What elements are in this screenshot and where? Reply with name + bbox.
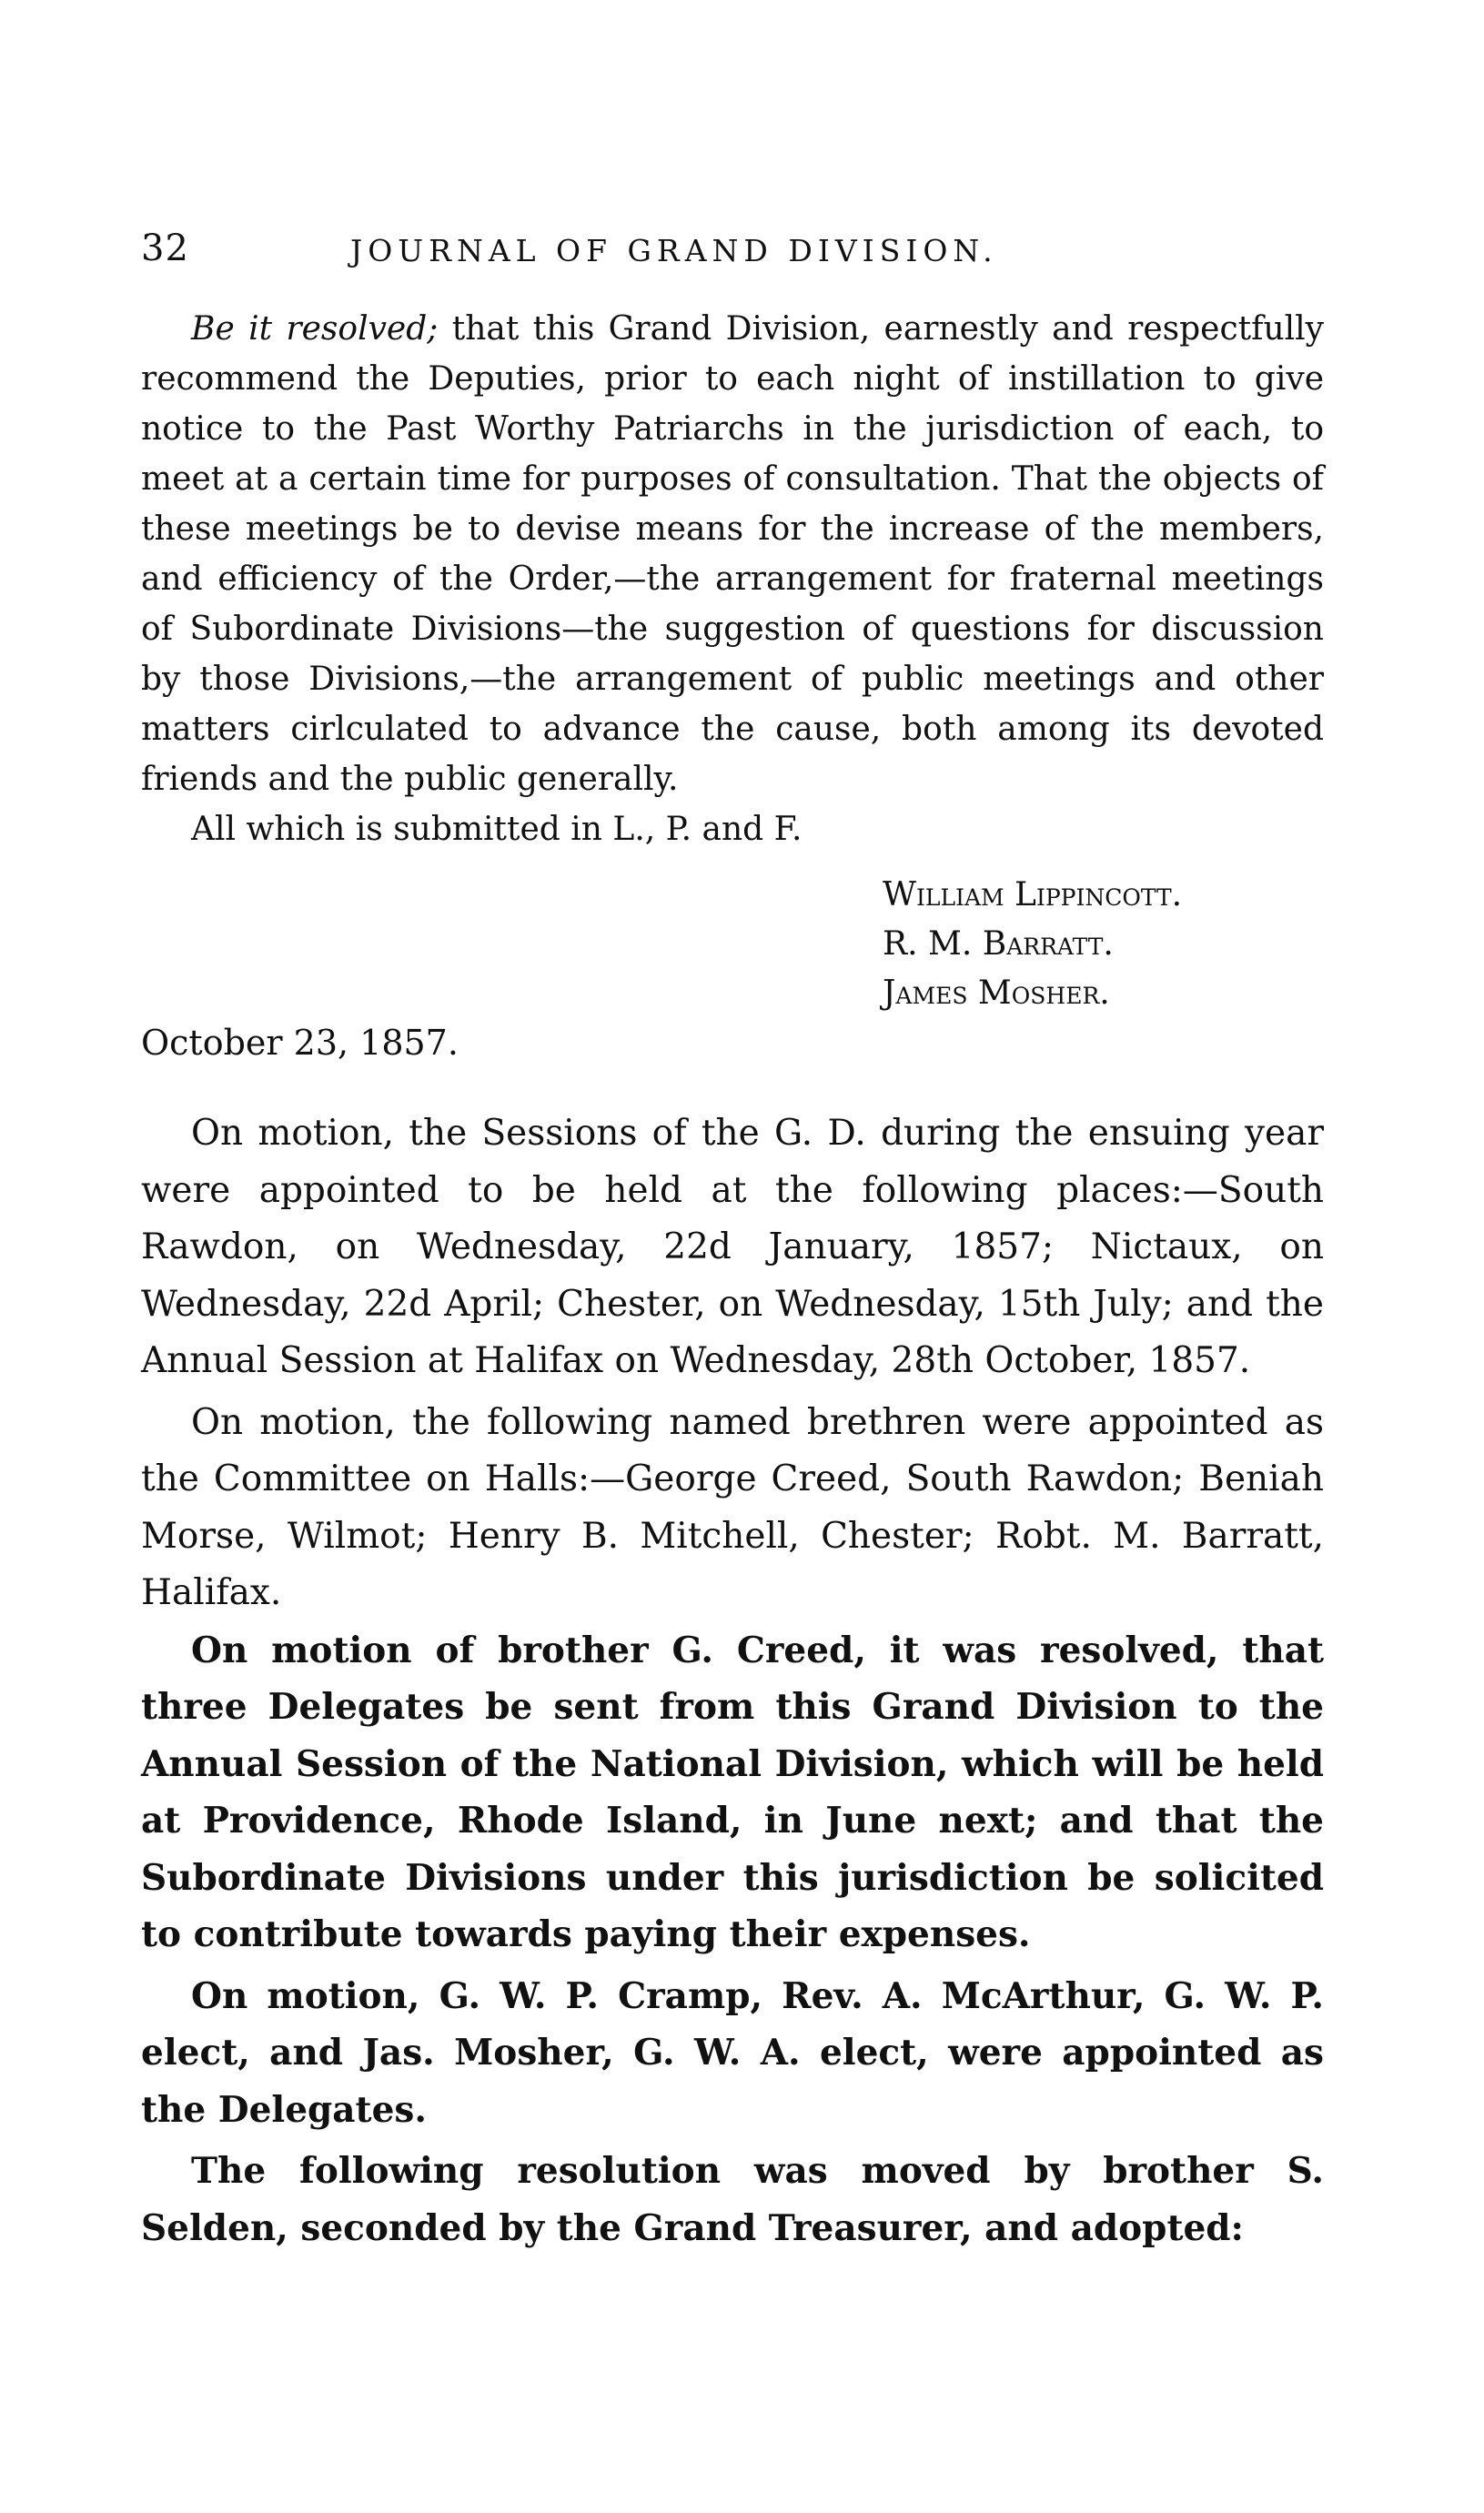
delegates-block bbox=[141, 1622, 1324, 2257]
motion-delegates-paragraph: On motion of brother G. Creed, it was resolved, that three Delegates be sent from this Grand Division to the Annual Session of the National Division, which will be held at Providence, Rhode Island, in June next; and that the Subordinate Divisions under this jurisdiction be solicited to contribute towards paying their expenses. bbox=[141, 1629, 1324, 1955]
signature-lippincott: William Lippincott. bbox=[883, 876, 1183, 913]
resolution-intro-paragraph: The following resolution was moved by brother S. Selden, seconded by the Grand Treasurer, and adopted: bbox=[141, 2150, 1324, 2249]
signature-barratt: R. M. Barratt. bbox=[883, 925, 1114, 963]
motions-block bbox=[141, 1105, 1324, 1622]
signature-mosher: James Mosher. bbox=[883, 974, 1110, 1012]
motion-halls-committee-paragraph: On motion, the following named brethren were appointed as the Committee on Halls:—George Creed, South Rawdon; Beniah Morse, Wilmot; Henry B. Mitchell, Chester; Robt. M. Barratt, Halifax. bbox=[141, 1401, 1324, 1613]
submitted-line: All which is submitted in L., P. and F. bbox=[191, 811, 803, 848]
resolution-lead: Be it resolved; bbox=[191, 310, 439, 348]
page-header bbox=[141, 227, 1324, 282]
resolution-block bbox=[141, 304, 1324, 854]
motion-delegates-appointed-paragraph: On motion, G. W. P. Cramp, Rev. A. McArthur, G. W. P. elect, and Jas. Mosher, G. W. A. elect, were appointed as the Delegates. bbox=[141, 1974, 1324, 2131]
page-number: 32 bbox=[141, 227, 189, 269]
motion-sessions-paragraph: On motion, the Sessions of the G. D. during the ensuing year were appointed to be held at the following places:—South Rawdon, on Wednesday, 22d January, 1857; Nictaux, on Wednesday, 22d April; Chester, on Wednesday, 15th July; and the Annual Session at Halifax on Wednesday, 28th October, 1857. bbox=[141, 1113, 1324, 1381]
report-date: October 23, 1857. bbox=[141, 1023, 459, 1063]
journal-page bbox=[141, 227, 1324, 2256]
resolution-text: that this Grand Division, earnestly and respectfully recommend the Deputies, prior to each night of instillation to give notice to the Past Worthy Patriarchs in the jurisdiction of each, to meet at a certain time for purposes of consultation. That the objects of these meetings be to devise means for the increase of the members, and efficiency of the Order,—the arrangement for fraternal meetings of Subordinate Divisions—the suggestion of questions for discussion by those Divisions,—the arrangement of public meetings and other matters cirlculated to advance the cause, both among its devoted friends and the public generally. bbox=[141, 310, 1324, 798]
running-title: JOURNAL OF GRAND DIVISION. bbox=[350, 233, 998, 268]
signature-block bbox=[883, 871, 1324, 1018]
resolution-paragraph bbox=[141, 304, 1324, 804]
